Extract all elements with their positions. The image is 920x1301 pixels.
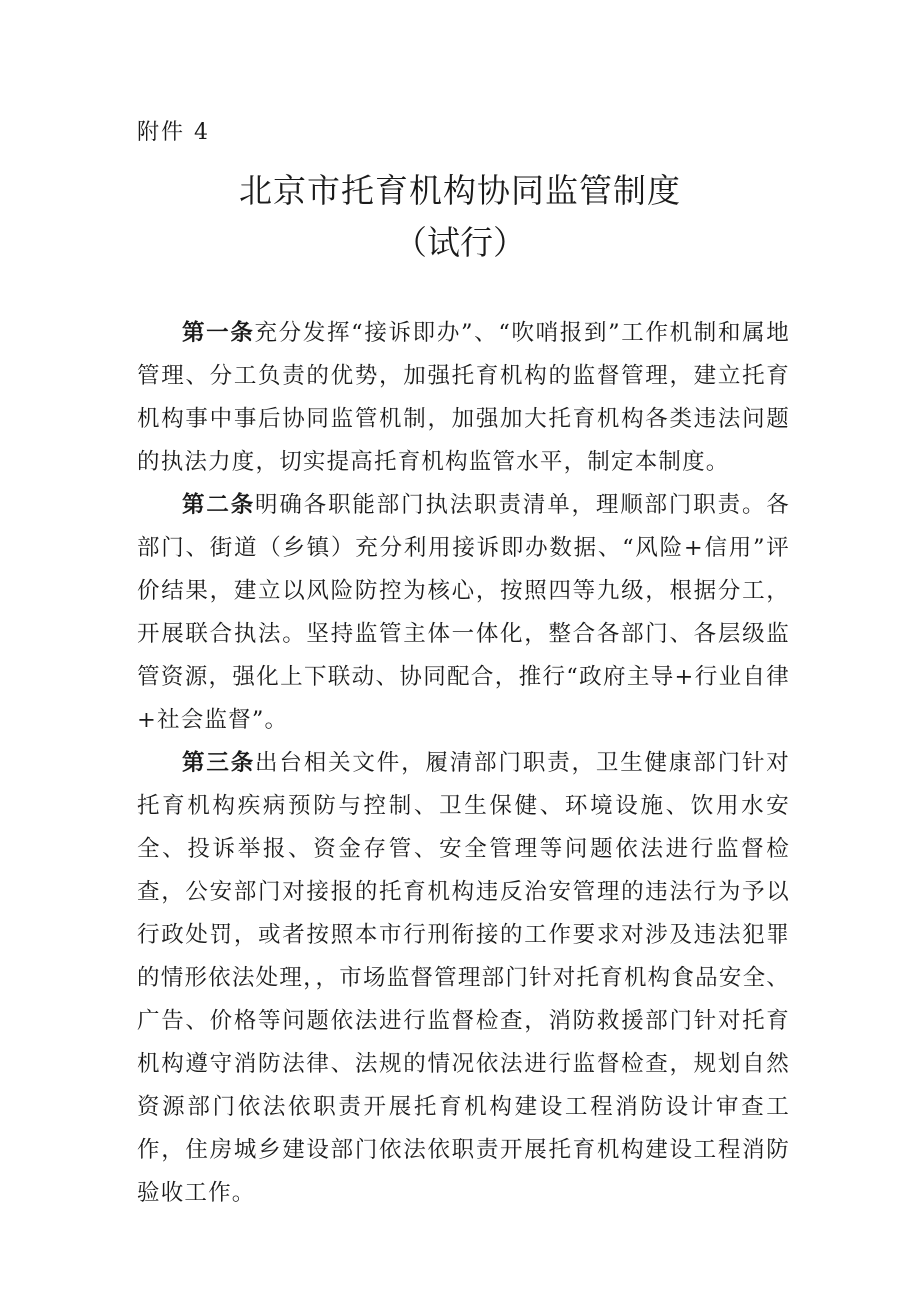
- document-subtitle: （试行）: [394, 223, 526, 262]
- article-1: [137, 312, 790, 484]
- attachment-label: 附件 4: [137, 120, 210, 145]
- article-2-text: 明确各职能部门执法职责清单，理顺部门职责。各部门、街道（乡镇）充分利用接诉即办数据、“风险+信用”评价结果，建立以风险防控为核心，按照四等九级，根据分工，开展联合执法。坚持监管主体一体化，整合各部门、各层级监管资源，强化上下联动、协同配合，推行“政府主导+行业自律+社会监督”。: [137, 492, 790, 733]
- article-3-heading: 第三条: [182, 750, 256, 776]
- document-body: [137, 312, 790, 1215]
- article-1-heading: 第一条: [182, 320, 255, 346]
- document-title: 北京市托育机构协同监管制度: [239, 171, 681, 210]
- article-1-text: 充分发挥“接诉即办”、“吹哨报到”工作机制和属地管理、分工负责的优势，加强托育机构的监督管理，建立托育机构事中事后协同监管机制，加强加大托育机构各类违法问题的执法力度，切实提高托育机构监管水平，制定本制度。: [137, 320, 790, 475]
- article-3-text: 出台相关文件，履清部门职责，卫生健康部门针对托育机构疾病预防与控制、卫生保健、环境设施、饮用水安全、投诉举报、资金存管、安全管理等问题依法进行监督检查，公安部门对接报的托育机构违反治安管理的违法行为予以行政处罚，或者按照本市行刑衔接的工作要求对涉及违法犯罪的情形依法处理，，市场监督管理部门针对托育机构食品安全、广告、价格等问题依法进行监督检查，消防救援部门针对托育机构遵守消防法律、法规的情况依法进行监督检查，规划自然资源部门依法依职责开展托育机构建设工程消防设计审查工作，住房城乡建设部门依法依职责开展托育机构建设工程消防验收工作。: [137, 750, 790, 1206]
- article-3: [137, 742, 790, 1215]
- article-2-heading: 第二条: [182, 492, 256, 518]
- article-2: [137, 484, 790, 742]
